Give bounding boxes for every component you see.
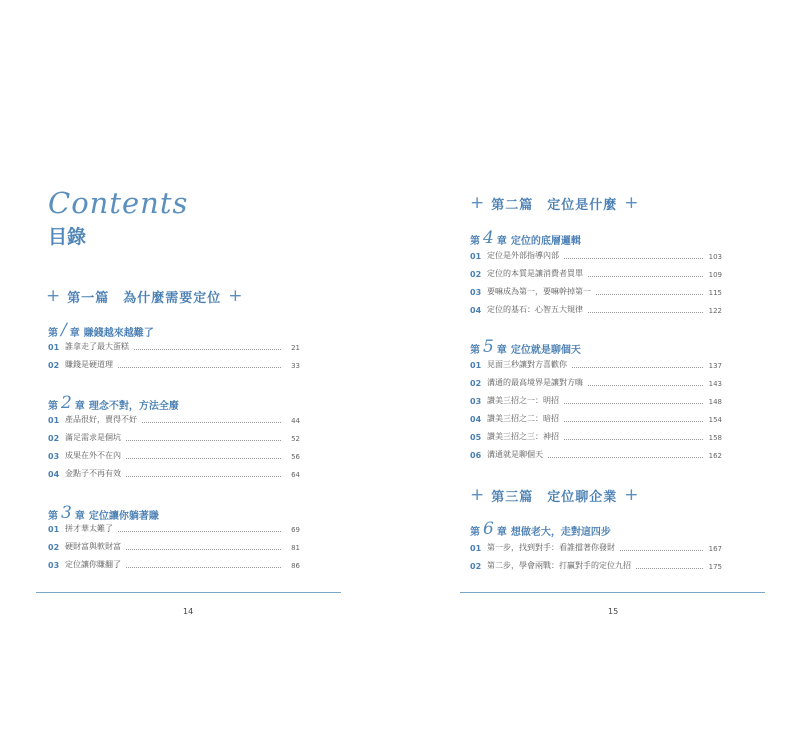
- item-number: 03: [470, 288, 482, 297]
- dot-leader: [548, 457, 703, 458]
- item-title: 拼才華太難了: [65, 524, 113, 533]
- chapter-prefix: 第: [470, 345, 480, 356]
- dot-leader: [126, 476, 281, 477]
- item-number: 03: [470, 397, 482, 406]
- page-number: 162: [708, 452, 722, 460]
- item-number: 05: [470, 433, 482, 442]
- dot-leader: [564, 421, 703, 422]
- dot-leader: [620, 550, 703, 551]
- chapter-number: 2: [61, 393, 72, 413]
- toc-item[interactable]: [48, 467, 300, 479]
- item-number: 03: [48, 452, 60, 461]
- item-number: 04: [48, 470, 60, 479]
- dot-leader: [588, 385, 703, 386]
- page-folio: 14: [183, 607, 194, 616]
- page-number: 21: [291, 344, 300, 352]
- page-number: 103: [708, 253, 722, 261]
- item-number: 03: [48, 561, 60, 570]
- item-title: 誰拿走了最大蛋糕: [65, 342, 129, 351]
- item-title: 成果在外不在內: [65, 451, 121, 460]
- dot-leader: [118, 367, 281, 368]
- part-heading-3: [470, 486, 639, 505]
- toc-item[interactable]: [48, 449, 300, 461]
- part-heading-1: [46, 287, 243, 306]
- toc-item[interactable]: [470, 376, 722, 388]
- part-heading-2: [470, 194, 639, 213]
- item-title: 第二步，學會兩戰：打贏對手的定位九招: [487, 561, 631, 570]
- chapter-number: 6: [483, 519, 494, 539]
- item-title: 賺錢是硬道理: [65, 360, 113, 369]
- page-number: 44: [291, 417, 300, 425]
- dot-leader: [596, 294, 703, 295]
- item-number: 01: [470, 361, 482, 370]
- page-number: 52: [291, 435, 300, 443]
- chapter-prefix: 第: [470, 527, 480, 538]
- dot-leader: [564, 258, 703, 259]
- page-folio: 15: [608, 607, 619, 616]
- toc-item[interactable]: [48, 522, 300, 534]
- item-title: 讚美三招之一：明招: [487, 396, 559, 405]
- page-number: 109: [708, 271, 722, 279]
- plus-icon: +: [46, 286, 61, 306]
- chapter-heading-3[interactable]: [48, 505, 159, 522]
- toc-item[interactable]: [470, 285, 722, 297]
- right-page: [400, 0, 800, 744]
- page-number: 143: [708, 380, 722, 388]
- plus-icon: +: [624, 193, 639, 213]
- item-number: 01: [48, 525, 60, 534]
- item-number: 01: [48, 416, 60, 425]
- item-title: 定位是外部指導內部: [487, 251, 559, 260]
- dot-leader: [564, 403, 703, 404]
- chapter-heading-4[interactable]: [470, 230, 581, 247]
- part-title: 第二篇 定位是什麼: [491, 198, 618, 213]
- chapter-heading-1[interactable]: [48, 322, 154, 339]
- chapter-suffix: 章: [74, 511, 85, 522]
- chapter-title: 定位就是聊個天: [510, 345, 581, 356]
- item-title: 金點子不再有效: [65, 469, 121, 478]
- toc-item[interactable]: [48, 340, 300, 352]
- item-number: 04: [470, 306, 482, 315]
- plus-icon: +: [624, 485, 639, 505]
- toc-item[interactable]: [470, 448, 722, 460]
- chapter-suffix: 章: [496, 236, 507, 247]
- item-title: 讚美三招之三：神招: [487, 432, 559, 441]
- toc-item[interactable]: [470, 358, 722, 370]
- toc-item[interactable]: [48, 413, 300, 425]
- page-number: 175: [708, 563, 722, 571]
- item-number: 01: [470, 252, 482, 261]
- dot-leader: [564, 439, 703, 440]
- toc-item[interactable]: [470, 267, 722, 279]
- chapter-heading-6[interactable]: [470, 521, 611, 538]
- toc-item[interactable]: [470, 249, 722, 261]
- item-title: 見面三秒讓對方喜歡你: [487, 360, 567, 369]
- item-title: 硬財富與軟財富: [65, 542, 121, 551]
- toc-item[interactable]: [48, 558, 300, 570]
- chapter-title: 定位讓你躺著賺: [88, 511, 159, 522]
- page-number: 167: [708, 545, 722, 553]
- toc-item[interactable]: [48, 358, 300, 370]
- item-title: 溝通的最高境界是讓對方嗨: [487, 378, 583, 387]
- page-number: 81: [291, 544, 300, 552]
- toc-item[interactable]: [470, 541, 722, 553]
- plus-icon: +: [470, 485, 485, 505]
- chapter-title: 定位的底層邏輯: [510, 236, 581, 247]
- dot-leader: [588, 312, 703, 313]
- dot-leader: [126, 567, 281, 568]
- page-number: 122: [708, 307, 722, 315]
- dot-leader: [118, 531, 281, 532]
- item-title: 第一步，找到對手：看誰擋著你發財: [487, 543, 615, 552]
- chapter-prefix: 第: [470, 236, 480, 247]
- page-number: 33: [291, 362, 300, 370]
- page-number: 69: [291, 526, 300, 534]
- chapter-suffix: 章: [496, 527, 507, 538]
- bottom-rule: [36, 592, 341, 593]
- chapter-prefix: 第: [48, 401, 58, 412]
- item-title: 要嘛成為第一，要嘛幹掉第一: [487, 287, 591, 296]
- toc-item[interactable]: [48, 540, 300, 552]
- item-number: 04: [470, 415, 482, 424]
- page-number: 137: [708, 362, 722, 370]
- dot-leader: [126, 549, 281, 550]
- item-title: 定位讓你賺翻了: [65, 560, 121, 569]
- chapter-number: /: [61, 320, 67, 340]
- chapter-number: 4: [483, 228, 494, 248]
- page-number: 56: [291, 453, 300, 461]
- page-number: 154: [708, 416, 722, 424]
- item-number: 02: [48, 361, 60, 370]
- toc-item[interactable]: [470, 303, 722, 315]
- item-title: 產品很好，賣得不好: [65, 415, 137, 424]
- item-number: 02: [470, 270, 482, 279]
- chapter-suffix: 章: [69, 328, 80, 339]
- page-number: 148: [708, 398, 722, 406]
- chapter-heading-5[interactable]: [470, 339, 581, 356]
- dot-leader: [126, 458, 281, 459]
- item-title: 滿足需求是個坑: [65, 433, 121, 442]
- chapter-title: 賺錢越來越難了: [83, 328, 154, 339]
- chapter-number: 3: [61, 503, 72, 523]
- chapter-prefix: 第: [48, 328, 58, 339]
- item-title: 溝通就是聊個天: [487, 450, 543, 459]
- chapter-suffix: 章: [74, 401, 85, 412]
- dot-leader: [636, 568, 703, 569]
- dot-leader: [588, 276, 703, 277]
- plus-icon: +: [228, 286, 243, 306]
- toc-item[interactable]: [48, 431, 300, 443]
- item-number: 01: [48, 343, 60, 352]
- item-title: 定位的本質是讓消費者買單: [487, 269, 583, 278]
- part-title: 第一篇 為什麼需要定位: [67, 291, 222, 306]
- part-title: 第三篇 定位聊企業: [491, 490, 618, 505]
- dot-leader: [572, 367, 703, 368]
- item-number: 02: [470, 562, 482, 571]
- toc-item[interactable]: [470, 559, 722, 571]
- item-number: 01: [470, 544, 482, 553]
- chapter-suffix: 章: [496, 345, 507, 356]
- dot-leader: [134, 349, 281, 350]
- chapter-title: 想做老大，走對這四步: [510, 527, 611, 538]
- contents-subtitle: 目錄: [48, 226, 87, 248]
- plus-icon: +: [470, 193, 485, 213]
- dot-leader: [142, 422, 281, 423]
- item-number: 02: [48, 543, 60, 552]
- toc-item[interactable]: [470, 412, 722, 424]
- chapter-prefix: 第: [48, 511, 58, 522]
- chapter-title: 理念不對，方法全廢: [88, 401, 179, 412]
- toc-item[interactable]: [470, 430, 722, 442]
- page-number: 86: [291, 562, 300, 570]
- toc-item[interactable]: [470, 394, 722, 406]
- item-number: 02: [470, 379, 482, 388]
- item-number: 02: [48, 434, 60, 443]
- bottom-rule: [460, 592, 765, 593]
- page-number: 64: [291, 471, 300, 479]
- dot-leader: [126, 440, 281, 441]
- page-number: 115: [708, 289, 722, 297]
- contents-title: Contents: [48, 186, 189, 220]
- item-number: 06: [470, 451, 482, 460]
- item-title: 讚美三招之二：暗招: [487, 414, 559, 423]
- chapter-heading-2[interactable]: [48, 395, 179, 412]
- chapter-number: 5: [483, 337, 494, 357]
- item-title: 定位的基石：心智五大規律: [487, 305, 583, 314]
- page-number: 158: [708, 434, 722, 442]
